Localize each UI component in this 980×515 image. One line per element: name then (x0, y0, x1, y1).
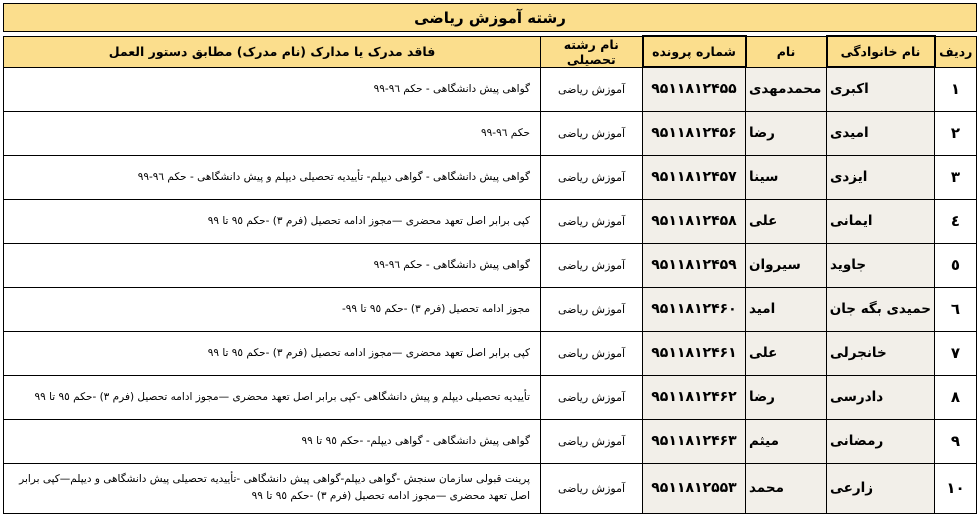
cell-row-number: ٩ (935, 419, 977, 463)
cell-last-name: اکبری (827, 67, 935, 111)
cell-file-number: ۹۵۱۱۸۱۲۴۵۶ (643, 111, 746, 155)
header-row (4, 36, 977, 67)
cell-last-name: امیدی (827, 111, 935, 155)
table-row (4, 331, 977, 375)
cell-major: آموزش ریاضی (541, 463, 643, 513)
cell-first-name: میثم (746, 419, 827, 463)
cell-file-number: ۹۵۱۱۸۱۲۴۶۲ (643, 375, 746, 419)
cell-row-number: ٤ (935, 199, 977, 243)
table-row (4, 111, 977, 155)
cell-last-name: دادرسی (827, 375, 935, 419)
table-row (4, 287, 977, 331)
cell-file-number: ۹۵۱۱۸۱۲۴۶۱ (643, 331, 746, 375)
cell-file-number: ۹۵۱۱۸۱۲۴۵۹ (643, 243, 746, 287)
table-row (4, 199, 977, 243)
table-row (4, 155, 977, 199)
cell-file-number: ۹۵۱۱۸۱۲۴۵۸ (643, 199, 746, 243)
cell-file-number: ۹۵۱۱۸۱۲۴۵۵ (643, 67, 746, 111)
cell-missing-docs: حکم ٩٦-٩٩ (4, 111, 541, 155)
students-table (3, 35, 977, 514)
cell-missing-docs: گواهی پیش دانشگاهی - حکم ٩٦-٩٩ (4, 67, 541, 111)
cell-row-number: ٧ (935, 331, 977, 375)
table-row (4, 243, 977, 287)
table-row (4, 67, 977, 111)
cell-major: آموزش ریاضی (541, 419, 643, 463)
cell-last-name: رمضانی (827, 419, 935, 463)
cell-first-name: سینا (746, 155, 827, 199)
cell-last-name: ایمانی (827, 199, 935, 243)
cell-missing-docs: کپی برابر اصل تعهد محضری —مجوز ادامه تحصیل (فرم ٣) -حکم ٩٥ تا ٩٩ (4, 331, 541, 375)
cell-row-number: ٢ (935, 111, 977, 155)
cell-first-name: رضا (746, 375, 827, 419)
cell-file-number: ۹۵۱۱۸۱۲۴۶۳ (643, 419, 746, 463)
cell-row-number: ٨ (935, 375, 977, 419)
header-major: نام رشته تحصیلی (541, 36, 643, 67)
cell-first-name: محمدمهدی (746, 67, 827, 111)
header-file-number: شماره پرونده (643, 36, 746, 67)
cell-last-name: ایزدی (827, 155, 935, 199)
cell-major: آموزش ریاضی (541, 155, 643, 199)
cell-missing-docs: گواهی پیش دانشگاهی - گواهی دیپلم- -حکم ٩٥ تا ٩٩ (4, 419, 541, 463)
cell-major: آموزش ریاضی (541, 199, 643, 243)
cell-first-name: سیروان (746, 243, 827, 287)
cell-major: آموزش ریاضی (541, 287, 643, 331)
cell-major: آموزش ریاضی (541, 243, 643, 287)
cell-first-name: علی (746, 331, 827, 375)
cell-missing-docs: کپی برابر اصل تعهد محضری —مجوز ادامه تحصیل (فرم ٣) -حکم ٩٥ تا ٩٩ (4, 199, 541, 243)
cell-first-name: علی (746, 199, 827, 243)
cell-major: آموزش ریاضی (541, 331, 643, 375)
cell-row-number: ٥ (935, 243, 977, 287)
cell-file-number: ۹۵۱۱۸۱۲۴۶۰ (643, 287, 746, 331)
cell-file-number: ۹۵۱۱۸۱۲۴۵۷ (643, 155, 746, 199)
cell-missing-docs: تأییدیه تحصیلی دیپلم و پیش دانشگاهی -کپی برابر اصل تعهد محضری —مجوز ادامه تحصیل (فرم ٣) -حکم ٩٥ تا ٩٩ (4, 375, 541, 419)
cell-missing-docs: مجوز ادامه تحصیل (فرم ٣) -حکم ٩٥ تا ٩٩- (4, 287, 541, 331)
cell-first-name: امید (746, 287, 827, 331)
cell-major: آموزش ریاضی (541, 111, 643, 155)
header-first-name: نام (746, 36, 827, 67)
cell-missing-docs: پرینت قبولی سازمان سنجش -گواهی دیپلم-گواهی پیش دانشگاهی -تأییدیه تحصیلی پیش دانشگاهی و دیپلم—کپی برابر اصل تعهد محضری —مجوز ادامه تحصیل (فرم ٣) -حکم ٩٥ تا ٩٩ (4, 463, 541, 513)
sheet-title: رشته آموزش ریاضی (3, 3, 977, 32)
header-last-name: نام خانوادگی (827, 36, 935, 67)
cell-last-name: جاوید (827, 243, 935, 287)
cell-last-name: حمیدی بگه جان (827, 287, 935, 331)
header-missing-docs: فاقد مدرک یا مدارک (نام مدرک) مطابق دستور العمل (4, 36, 541, 67)
cell-first-name: رضا (746, 111, 827, 155)
cell-missing-docs: گواهی پیش دانشگاهی - گواهی دیپلم- تأییدیه تحصیلی دیپلم و پیش دانشگاهی - حکم ٩٦-٩٩ (4, 155, 541, 199)
cell-row-number: ١٠ (935, 463, 977, 513)
header-row-number: ردیف (935, 36, 977, 67)
table-row (4, 463, 977, 513)
cell-file-number: ۹۵۱۱۸۱۲۵۵۳ (643, 463, 746, 513)
cell-missing-docs: گواهی پیش دانشگاهی - حکم ٩٦-٩٩ (4, 243, 541, 287)
cell-last-name: زارعی (827, 463, 935, 513)
cell-last-name: خانجرلی (827, 331, 935, 375)
cell-row-number: ١ (935, 67, 977, 111)
spreadsheet-sheet (3, 3, 977, 514)
cell-row-number: ٣ (935, 155, 977, 199)
cell-first-name: محمد (746, 463, 827, 513)
table-row (4, 375, 977, 419)
cell-major: آموزش ریاضی (541, 375, 643, 419)
cell-row-number: ٦ (935, 287, 977, 331)
cell-major: آموزش ریاضی (541, 67, 643, 111)
table-row (4, 419, 977, 463)
